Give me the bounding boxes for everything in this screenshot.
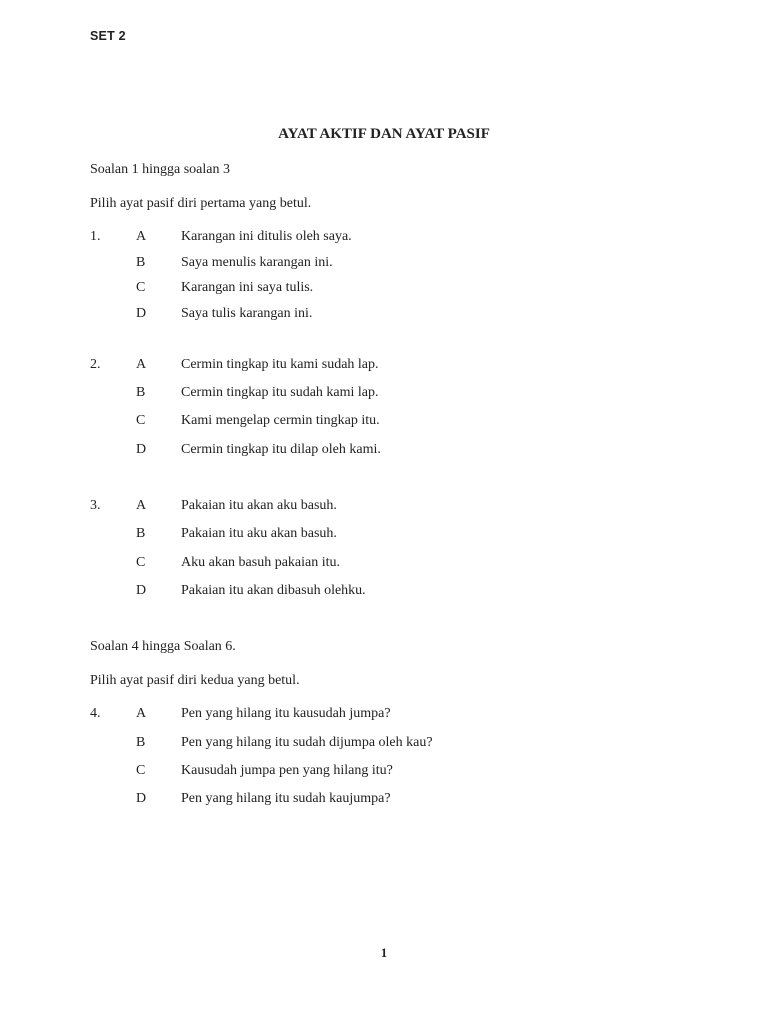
option-text: Kami mengelap cermin tingkap itu.	[181, 413, 380, 428]
section1-instruction: Pilih ayat pasif diri pertama yang betul.	[90, 196, 312, 211]
option-text: Pakaian itu akan aku basuh.	[181, 498, 337, 513]
option-text: Pakaian itu aku akan basuh.	[181, 526, 337, 541]
page-number: 1	[380, 946, 388, 960]
question-number: 2.	[90, 357, 101, 372]
page-title: AYAT AKTIF DAN AYAT PASIF	[278, 126, 490, 142]
option-letter: B	[136, 385, 146, 400]
section2-range: Soalan 4 hingga Soalan 6.	[90, 639, 236, 654]
option-letter: B	[136, 255, 146, 270]
option-letter: A	[136, 229, 147, 244]
option-text: Pen yang hilang itu sudah dijumpa oleh kau?	[181, 735, 433, 750]
option-text: Cermin tingkap itu sudah kami lap.	[181, 385, 379, 400]
option-letter: A	[136, 706, 147, 721]
option-text: Kausudah jumpa pen yang hilang itu?	[181, 763, 393, 778]
section1-range: Soalan 1 hingga soalan 3	[90, 162, 230, 177]
option-letter: D	[136, 791, 147, 806]
option-letter: B	[136, 526, 146, 541]
option-letter: D	[136, 583, 147, 598]
option-letter: C	[136, 555, 146, 570]
set-label: SET 2	[90, 29, 126, 43]
option-letter: A	[136, 498, 147, 513]
option-text: Aku akan basuh pakaian itu.	[181, 555, 341, 570]
option-text: Karangan ini saya tulis.	[181, 280, 314, 295]
option-letter: C	[136, 413, 146, 428]
option-letter: D	[136, 442, 147, 457]
option-text: Cermin tingkap itu kami sudah lap.	[181, 357, 379, 372]
option-text: Saya menulis karangan ini.	[181, 255, 333, 270]
option-text: Pen yang hilang itu sudah kaujumpa?	[181, 791, 391, 806]
section2-instruction: Pilih ayat pasif diri kedua yang betul.	[90, 673, 300, 688]
option-text: Pakaian itu akan dibasuh olehku.	[181, 583, 366, 598]
option-text: Saya tulis karangan ini.	[181, 306, 313, 321]
option-letter: C	[136, 763, 146, 778]
question-number: 4.	[90, 706, 101, 721]
option-letter: B	[136, 735, 146, 750]
option-text: Cermin tingkap itu dilap oleh kami.	[181, 442, 381, 457]
question-number: 1.	[90, 229, 101, 244]
option-letter: D	[136, 306, 147, 321]
option-letter: C	[136, 280, 146, 295]
question-number: 3.	[90, 498, 101, 513]
option-letter: A	[136, 357, 147, 372]
option-text: Pen yang hilang itu kausudah jumpa?	[181, 706, 391, 721]
option-text: Karangan ini ditulis oleh saya.	[181, 229, 352, 244]
